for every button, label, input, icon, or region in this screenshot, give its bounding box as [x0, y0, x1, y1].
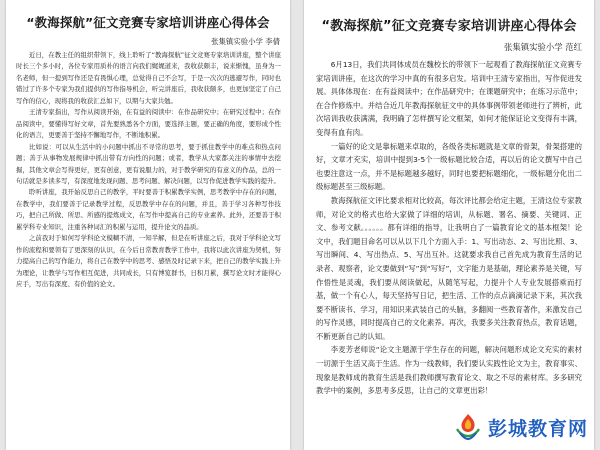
- right-paragraph-1: 6月13日，我们共同体成员在魏校长的带领下一起观看了教海探航征文竞赛专家培训讲座，在这次的学习中真的有很多启发。培训中王清专家指出，写作促进发展。具体体现在：在有益阅读中；在作品研究中；在课题研究中；在练习示范中；在合作修炼中。并结合近几年教海探航征文中的具体事例带领老师进行了辨析，此次培训我收获满满，我明确了怎样撰写论文框架，如何才能保证论文变得有丰满，变得有血有肉。: [316, 60, 582, 137]
- left-page-title: “教海探航”征文竞赛专家培训讲座心得体会: [26, 15, 270, 30]
- left-paragraph-1: 近日，在教主任的组织带领下，线上聆听了“教海探航”征文竞赛专家培训讲座，整个讲座时长三个多小时，各位专家用质朴的语言向我们娓娓道来，我收获颇丰，说来惭愧，虽身为一名老师，但一提到写作还是有畏惧心理，总觉得自己不会写，于是一次次的逃避写作，同时也错过了许多个专家为我们提供的写作指导机会，听完讲座后，我收获颇多，也更加坚定了自己写作的信心，现将我的收获汇总如下，以期与大家共勉。: [16, 51, 281, 105]
- left-document-page: [6, 0, 290, 450]
- left-paragraph-4: 聆听讲座，我开始反思自己的教学，平时要善于积累教学实例，思考教学中存在的问题，在教学中，我们要善于记录教学过程，反思教学中存在的问题，并且，善于学习各种写作技巧，把自己所做、所思、所感的提炼成文，在写作中提高自己的专业素养。此外，还要善于积累学科专业知识，注重各种词汇的积累与运用，提升论文的品质。: [16, 188, 281, 231]
- right-paragraph-2: 一篇好的论文是靠标题来卓取的，各级各类标题就是文章的骨架，骨架搭建的好，文章才充实，培训中提到3-5个一级标题比较合适，再以后的论文撰写中自己也要注意这一点，并不是标题越多越好，同时也要把标题细化，一级标题分化出二级标题甚至三级标题。: [316, 141, 582, 192]
- right-paragraph-4: 李麦芳老师说“论文主题源于学生存在的问题，解决问题形成论文充实的素材一切源于生活又高于生活。作为一线教师，我们要认实践性论文为主，教育事实、现象是教师成的教育生活是我们教师撰写教育论文、取之不尽的素材库。多多研究教学中的案例，多思考多反思，让自己的文章更出彩！: [316, 345, 582, 396]
- right-page-body: [316, 58, 582, 398]
- left-paragraph-5: 之前我对于如何写学科论文模糊不清，一知半解，但是在听讲座之后，我对于学科论文写作的流程和要领有了更深刻的认识，在今后日常教育教学工作中，我将以此次讲座为契机，努力提高自己的写作能力，将自己在教学中的思考、感悟及时记录下来，把自己的教学实践上升为理论，让教学与写作相互促进，共同成长，只有博览群书，日积月累，撰写论文时才能得心应手，写出有深度、有价值的论文。: [16, 234, 281, 289]
- left-paragraph-3: 比如说：可以从生活中的小问题中抓出不寻常的思考，要于抓住教学中的难点和热点问题；善于从事物发展规律中抓出带有方向性的问题；或者，教学从大家都关注的事情中去挖掘，其他文章会写得更好，更有创意，更有说服力的，对于教学研究的有意义的作品，总的一句话就是多读多写，有深度地发现问题、思考问题、解决问题，以写作促进教学实践的提升。: [16, 142, 281, 185]
- right-page-title: “教海探航”征文竞赛专家培训讲座心得体会: [321, 19, 577, 34]
- right-page-author: 张集镇实验小学 范红: [503, 42, 582, 52]
- left-page-body: [16, 50, 281, 291]
- torch-flame-logo-icon: [451, 412, 485, 442]
- right-paragraph-3: 教海探航征文评比要求相对比较高，每次评比都会给定主题，王清这位专家教师，对论文的格式也给大家做了详细的培训，从标题、署名、摘要、关键词、正文、参考文献。。。。。。都有详细的指导，让我明白了一篇教育论文的基本框架！论文中，我们题目命名可以从以下几个方面入手：1、写出动态、2、写出比照、3、写出瞬间、4、写出热点、5、写出互补。这就要求我自己首先成为教育生活的记录者、观察者，论文要做到“写”到“写好”，文字能力是基础，理论素养是关键，写作悟性是灵魂，我们要从阅读做起，从随笔写起，力提升个人专业发展搭乘而打基，做一个有心人，每天坚持写日记，把生活、工作的点点滴滴记录下来，其次我要不断读书、学习，用知识来武装自己的头脑，多翻阅一些教育著作，来激发自己的写作灵感，同时提高自己的文化素养。再次，我要多关注教育热点，教育话题，不断更新自己的认知。: [316, 195, 582, 341]
- site-watermark: [451, 412, 588, 442]
- left-paragraph-2: 王清专家指出，写作从阅读开始，在有益的阅读中：在作品研究中；在研究过程中；在作品阅读中，要懂得写好文章，首先要熟悉各个方面，要选择主题，要正确的角度，要形成个性化的语言，更要善于坚持不懈地写作，不断地积累。: [16, 108, 281, 140]
- right-document-page: [304, 0, 594, 450]
- watermark-text: 彭城教育网: [487, 417, 588, 440]
- left-page-author: 张集镇实验小学 李倩: [211, 37, 280, 46]
